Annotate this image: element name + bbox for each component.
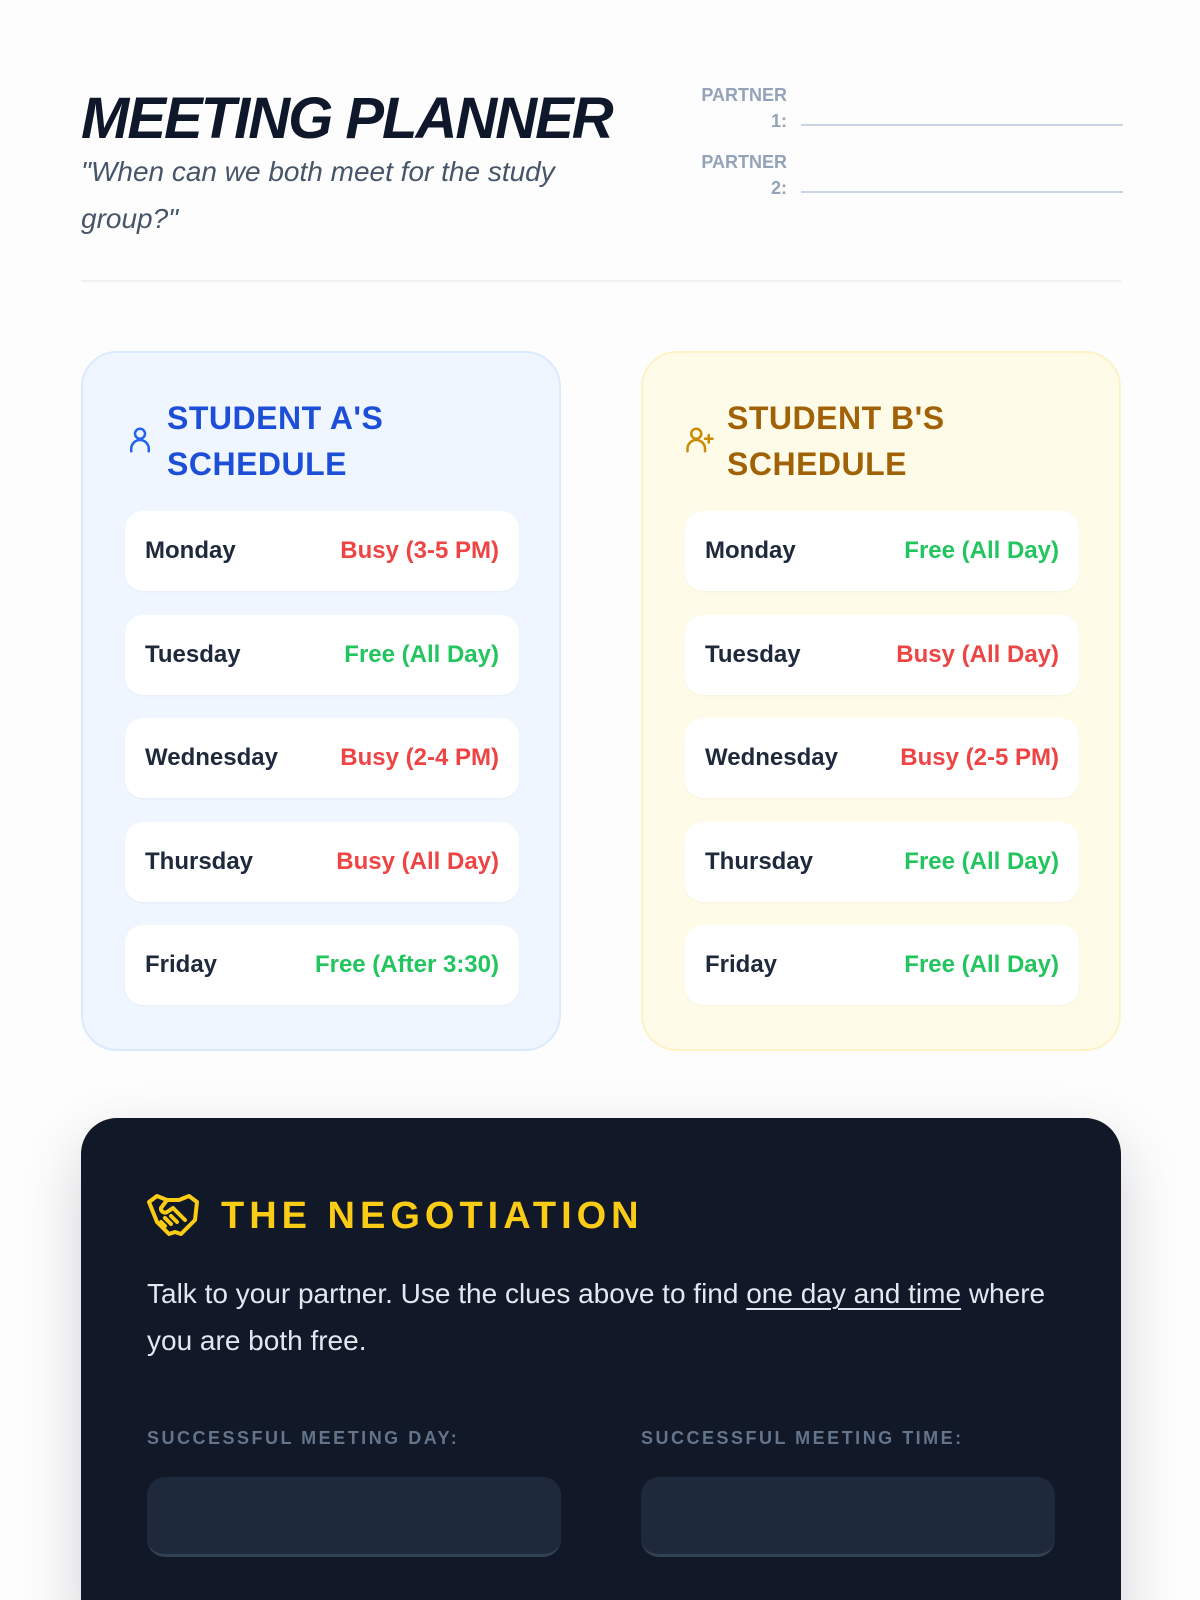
partner-1-label: PARTNER 1:: [701, 85, 787, 131]
schedule-day: Monday: [145, 537, 236, 564]
schedule-day: Friday: [705, 951, 778, 978]
schedule-row: [685, 822, 1079, 902]
schedule-status: Busy (All Day): [336, 848, 499, 875]
schedule-status: Free (After 3:30): [314, 951, 499, 978]
student-b-header: [685, 395, 1085, 495]
schedule-row: [125, 822, 519, 902]
page-subtitle: "When can we both meet for the study group?": [81, 156, 555, 234]
student-a-card: [81, 351, 561, 1051]
schedule-day: Thursday: [145, 848, 254, 875]
schedule-row: [685, 718, 1079, 798]
schedule-day: Thursday: [705, 848, 814, 875]
negotiation-title: THE NEGOTIATION: [221, 1195, 644, 1237]
partner-2-label: PARTNER 2:: [701, 152, 787, 198]
schedule-row: [685, 615, 1079, 695]
schedule-status: Free (All Day): [904, 848, 1059, 875]
schedule-day: Wednesday: [705, 744, 838, 771]
schedule-day: Tuesday: [705, 641, 801, 668]
meeting-day-label: SUCCESSFUL MEETING DAY:: [147, 1428, 460, 1448]
meeting-day-input[interactable]: [147, 1477, 561, 1557]
schedule-day: Friday: [145, 951, 218, 978]
schedule-status: Busy (All Day): [896, 641, 1059, 668]
meeting-time-input[interactable]: [641, 1477, 1055, 1557]
user-plus-icon: [685, 425, 715, 455]
header-divider: [81, 280, 1121, 282]
schedule-status: Free (All Day): [344, 641, 499, 668]
schedule-status: Busy (2-4 PM): [340, 744, 499, 771]
schedule-status: Free (All Day): [904, 951, 1059, 978]
schedule-row: [125, 718, 519, 798]
partner-1-field[interactable]: [697, 80, 1123, 132]
student-b-card: [641, 351, 1121, 1051]
instructions-text-end: where you are both free.: [147, 1278, 1046, 1356]
schedule-status: Busy (3-5 PM): [340, 537, 499, 564]
schedule-status: Busy (2-5 PM): [900, 744, 1059, 771]
instructions-emphasis: one day and time: [746, 1278, 962, 1309]
schedule-row: [125, 615, 519, 695]
page-header: [81, 80, 1121, 282]
student-a-header: [125, 395, 525, 495]
negotiation-instructions: [147, 1270, 1047, 1364]
handshake-icon: [147, 1192, 199, 1240]
schedule-status: Free (All Day): [904, 537, 1059, 564]
instructions-text-start: Talk to your partner. Use the clues above to find: [147, 1278, 747, 1309]
schedule-row: [125, 511, 519, 591]
schedule-row: [685, 925, 1079, 1005]
schedule-day: Wednesday: [145, 744, 278, 771]
schedule-row: [125, 925, 519, 1005]
negotiation-header: [147, 1186, 847, 1246]
page-title: MEETING PLANNER: [81, 86, 612, 151]
negotiation-panel: [81, 1118, 1121, 1600]
partner-2-line[interactable]: [801, 191, 1123, 193]
partner-1-line[interactable]: [801, 124, 1123, 126]
user-icon: [125, 425, 155, 455]
schedule-day: Monday: [705, 537, 796, 564]
meeting-time-label: SUCCESSFUL MEETING TIME:: [641, 1428, 964, 1448]
schedule-row: [685, 511, 1079, 591]
student-a-title: STUDENT A'S SCHEDULE: [167, 400, 384, 482]
partner-2-field[interactable]: [697, 147, 1123, 199]
schedule-day: Tuesday: [145, 641, 241, 668]
student-b-title: STUDENT B'S SCHEDULE: [727, 400, 945, 482]
